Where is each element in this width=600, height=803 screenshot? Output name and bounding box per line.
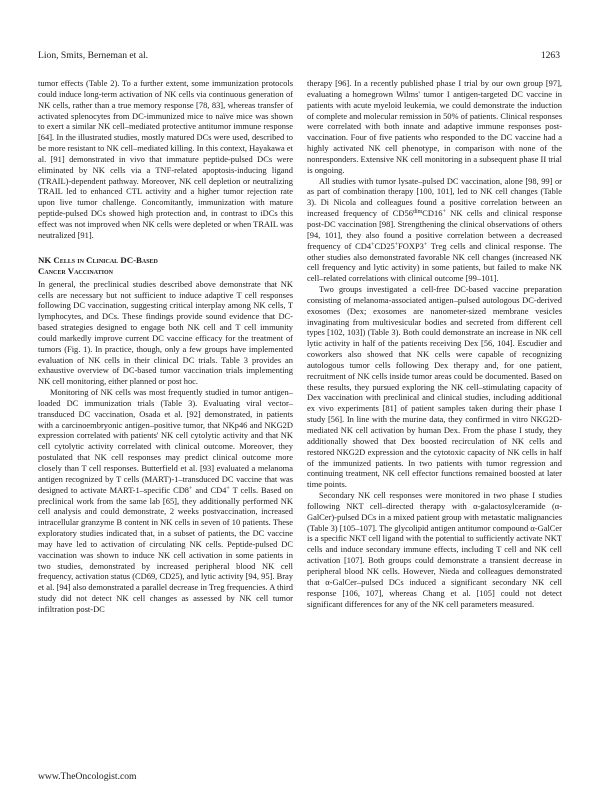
journal-url[interactable]: www.TheOncologist.com (38, 771, 137, 782)
paragraph: In general, the preclinical studies described above demonstrate that NK cells are necessary but not sufficient to induce adaptive T cell responses following DC vaccination, suggesting critical interplay among NK cells, T lymphocytes, and DCs. These findings provide sound evidence that DC-based strategies designed to engage both NK cell and T cell immunity could markedly improve current DC vaccine efficacy for the treatment of tumors (Fig. 1). In practice, though, only a few groups have implemented evaluation of NK cells in their clinical DC trials. Table 3 provides an exhaustive overview of DC-based tumor vaccination trials implementing NK cell monitoring, either planned or post hoc. (38, 278, 293, 387)
paragraph: tumor effects (Table 2). To a further extent, some immunization protocols could induce long-term activation of NK cells via continuous generation of NK cells, rather than a true memory response [78, 83], whereas transfer of activated splenocytes from DC-immunized mice to naïve mice was shown to exert a similar NK cell–mediated protective antitumor immune response [64]. In the illustrated studies, mostly matured DCs were used, described to be more resistant to NK cell–mediated killing. In this context, Hayakawa et al. [91] demonstrated in vivo that immature peptide-pulsed DCs were eliminated by NK cells via a TNF-related apoptosis-inducing ligand (TRAIL)-dependent pathway. Moreover, NK cell depletion or neutralizing TRAIL led to enhanced CTL activity and a higher tumor rejection rate upon live tumor challenge. Concomitantly, immunization with mature peptide-pulsed DCs showed high protection and, in contrast to iDCs this effect was not improved when NK cells were depleted or when TRAIL was neutralized [91]. (38, 78, 293, 240)
text-run: FOXP3 (398, 240, 424, 251)
text-run: T cells. Based on preclinical work from the same lab [65], they additionally performed NK cell analysis and could demonstrate, 2 weeks postvaccination, increased intracellular granzyme B content in NK cells in seven of 10 patients. These exploratory studies indicated that, in a subset of patients, the DC vaccine may have led to activation of circulating NK cells. Peptide-pulsed DC vaccination was shown to induce NK cell activation in some patients in two studies, demonstrated by increased peripheral blood NK cell frequency, activation status (CD69, CD25), and lytic activity [94, 95]. Bray et al. [94] also demonstrated a parallel decrease in Treg frequencies. A third study did not detect NK cell changes as assessed by NK cell tumor infiltration post-DC (38, 484, 293, 614)
paragraph: Secondary NK cell responses were monitored in two phase I studies following NKT cell–directed therapy with α-galactosylceramide (α-GalCer)-pulsed DCs in a mixed patient group with metastatic malignancies (Table 3) [105–107]. The glycolipid antigen antitumor compound α-GalCer is a specific NKT cell ligand with the potential to sufficiently activate NKT cells and induce secondary immune effects, including T cell and NK cell activation [107]. Both groups could demonstrate a transient decrease in peripheral blood NK cells. However, Nieda and colleagues demonstrated that α-GalCer–pulsed DCs induced a significant secondary NK cell response [106, 107], whereas Chang et al. [105] could not detect significant differences for any of the NK cell parameters measured. (307, 490, 562, 609)
header-authors: Lion, Smits, Berneman et al. (38, 50, 149, 61)
superscript: + (371, 241, 375, 248)
page-number: 1263 (540, 50, 560, 61)
paragraph (38, 387, 293, 615)
paragraph: therapy [96]. In a recently published phase I trial by our own group [97], evaluating a homegrown Wilms' tumor I antigen-targeted DC vaccine in patients with acute myeloid leukemia, we could demonstrate the induction of complete and molecular remission in 50% of patients. Clinical responses were correlated with both innate and adaptive immune responses post-vaccination. Four of five patients who responded to the DC vaccine had a highly activated NK cell phenotype, in comparison with none of the nonresponders. Extensive NK cell monitoring in a subsequent phase II trial is ongoing. (307, 78, 562, 175)
left-column (38, 78, 293, 615)
superscript: + (423, 241, 428, 248)
text-run: Treg cells and clinical response. The other studies also demonstrated favorable NK cell changes (increased NK cell frequency and lytic activity) in some patients, but failed to make NK cell–related correlations with clinical outcome [99–101]. (307, 240, 562, 284)
text-run: NK cells and clinical response post-DC vaccination [98]. Strengthening the clinical observations of others [94, 101], they also found a positive correlation between a decreased frequency of CD4 (307, 208, 562, 251)
superscript: + (226, 485, 230, 492)
superscript: + (394, 241, 399, 248)
superscript: + (442, 209, 446, 216)
text-run: and CD4 (192, 484, 227, 495)
section-heading (38, 255, 293, 277)
text-run: All studies with tumor lysate–pulsed DC vaccination, alone [98, 99] or as part of combination therapy [100, 101], led to NK cell changes (Table 3). Di Nicola and colleagues found a positive correlation between an increased frequency of CD56 (307, 175, 562, 219)
superscript: + (189, 485, 193, 492)
paragraph (307, 176, 562, 284)
right-column (307, 78, 562, 609)
paragraph: Two groups investigated a cell-free DC-based vaccine preparation consisting of melanoma-associated antigen–pulsed autologous DC-derived exosomes (Dex; exosomes are nanometer-sized membrane vesicles invaginating from multivesicular bodies and secreted from different cell types [102, 103]) (Table 3). Both could demonstrate an increase in NK cell lytic activity in half of the patients receiving Dex [56, 104]. Escudier and coworkers also showed that NK cells were capable of recognizing autologous tumor cells following Dex therapy and, for one patient, recruitment of NK cells inside tumor areas could be documented. Based on these results, they pursued exploring the NK cell–stimulating capacity of Dex vaccination with preclinical and clinical studies, including additional ex vivo experiments [81] of patient samples taken during their phase I study [56]. In line with the murine data, they confirmed in vitro NKG2D-mediated NK cell activation by human Dex. From the phase I study, they additionally showed that Dex boosted recirculation of NK cells and restored NKG2D expression and the cytotoxic capacity of NK cells in half of the immunized patients. In two patients with tumor regression and continuing treatment, NK cell effector functions remained boosted at later time points. (307, 284, 562, 490)
text-run: Monitoring of NK cells was most frequently studied in tumor antigen–loaded DC immunization trials (Table 3). Evaluating viral vector–transduced DC vaccination, Osada et al. [92] demonstrated, in patients with a carcinoembryonic antigen–positive tumor, that NKp46 and NKG2D expression correlated with patients' NK cell cytolytic activity and that NK cell cytolytic activity correlated with clinical outcome. Moreover, they postulated that NK cell responses may predict clinical outcome more closely than T cell responses. Butterfield et al. [93] evaluated a melanoma antigen recognized by T cells (MART)-1–transduced DC vaccine that was designed to activate MART-1–specific CD8 (38, 387, 293, 495)
section-heading-line2: Cancer Vaccination (38, 265, 113, 276)
text-run: CD25 (374, 240, 395, 251)
superscript: dim (412, 209, 423, 216)
running-header (38, 50, 560, 61)
section-heading-line1: NK Cells in Clinical DC-Based (38, 254, 158, 265)
text-run: CD16 (422, 208, 443, 219)
